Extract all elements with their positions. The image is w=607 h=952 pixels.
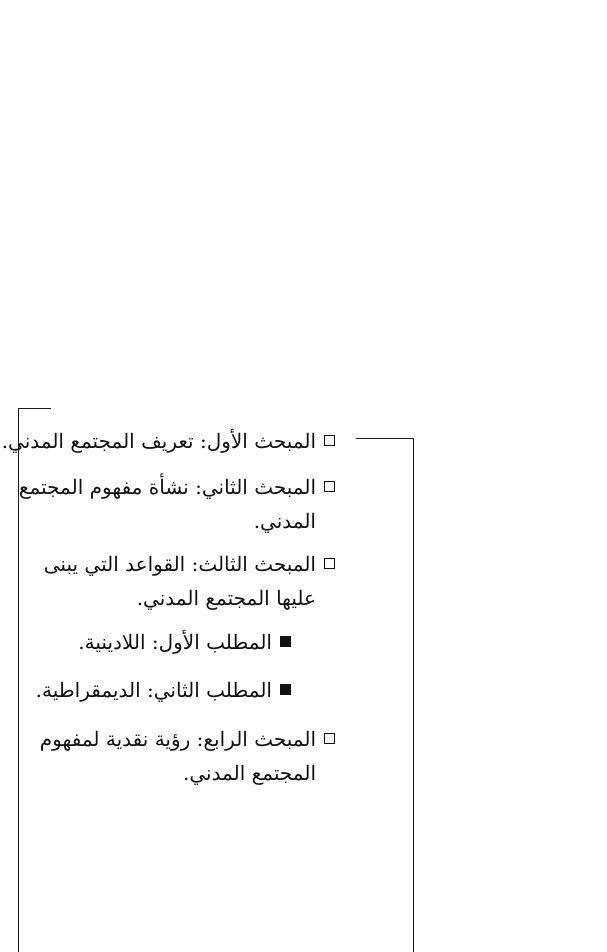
- empty-square-icon: [324, 481, 335, 492]
- empty-square-icon: [324, 733, 335, 744]
- toc-item-1: [2, 424, 335, 458]
- toc-item-2-text-line1: المبحث الثاني: نشأة مفهوم المجتمع: [18, 475, 316, 499]
- toc-item-2: [19, 470, 335, 538]
- toc-subitem-1-text: المطلب الأول: اللادينية.: [78, 630, 272, 654]
- empty-square-icon: [324, 435, 335, 446]
- toc-item-4-text-line2: المجتمع المدني.: [182, 761, 316, 785]
- toc-subitem-2: [36, 673, 291, 707]
- toc-item-3: [44, 547, 335, 615]
- toc-subitem-1: [78, 625, 291, 659]
- toc-item-4: [40, 722, 335, 790]
- toc-item-2-text-line2: المدني.: [253, 509, 316, 533]
- toc-item-3-text-line1: المبحث الثالث: القواعد التي يبنى: [43, 552, 316, 576]
- filled-square-icon: [280, 636, 291, 647]
- filled-square-icon: [280, 684, 291, 695]
- frame-left-top-tick: [18, 408, 51, 409]
- toc-item-1-text: المبحث الأول: تعريف المجتمع المدني.: [1, 429, 316, 453]
- empty-square-icon: [324, 558, 335, 569]
- toc-subitem-2-text: المطلب الثاني: الديمقراطية.: [35, 678, 272, 702]
- toc-item-3-text-line2: عليها المجتمع المدني.: [136, 586, 316, 610]
- toc-item-4-text-line1: المبحث الرابع: رؤية نقدية لمفهوم: [39, 727, 316, 751]
- frame-right-top-tick: [356, 438, 414, 439]
- frame-right-border: [413, 438, 414, 952]
